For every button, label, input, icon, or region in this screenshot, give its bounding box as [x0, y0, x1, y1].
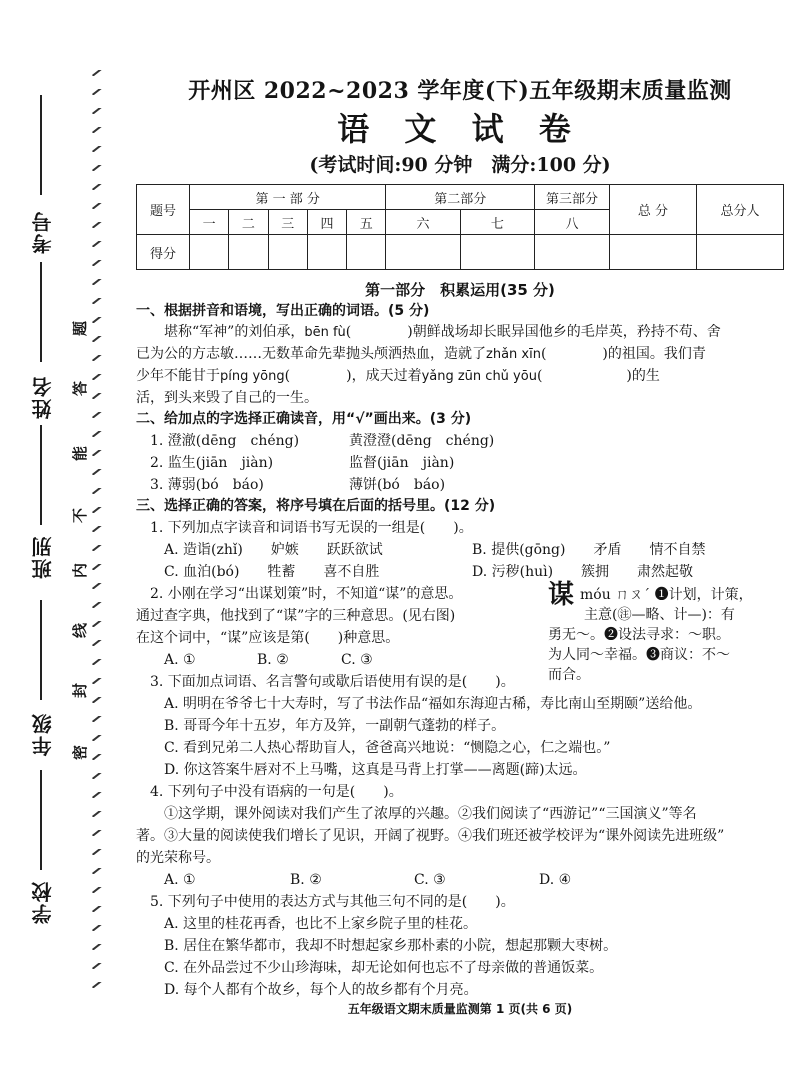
option[interactable]: A. 这里的桂花再香，也比不上家乡院子里的桂花。 [164, 916, 478, 932]
part-number-cell: 二 [229, 210, 268, 235]
hatch-stroke [92, 70, 126, 76]
q3-stem: 5. 下列句子中使用的表达方式与其他三句不同的是( )。 [150, 894, 515, 910]
seal-char: 封 [71, 682, 90, 699]
label-school: 学校 [31, 880, 55, 924]
hatch-stroke [92, 108, 126, 114]
grade-line[interactable] [40, 600, 42, 700]
score-cell[interactable] [535, 235, 610, 270]
seal-char: 能 [71, 445, 90, 462]
hatch-stroke [92, 317, 126, 323]
dict-line: 主意(㊟—略、计—)：有 [584, 607, 735, 623]
q1-text: ( )，成天过着 [284, 368, 422, 384]
q2-item[interactable]: 监督(jiān jiàn) [349, 455, 455, 471]
exam-meta: (考试时间:90 分钟 满分:100 分) [309, 154, 611, 176]
score-header-cell: 总分人 [697, 185, 784, 235]
school-line[interactable] [40, 770, 42, 870]
hatch-stroke [92, 735, 126, 741]
hatch-stroke [92, 773, 126, 779]
hatch-stroke [92, 697, 126, 703]
q3-stem: 在这个词中，“谋”应该是第( )种意思。 [136, 630, 400, 646]
hatch-stroke [92, 659, 126, 665]
q1-text: 堪称“军神”的刘伯承， [136, 324, 305, 340]
hatch-stroke [92, 279, 126, 285]
hatch-stroke [92, 146, 126, 152]
score-cell[interactable] [268, 235, 307, 270]
exam-title: 语 文 试 卷 [337, 110, 583, 148]
hatch-stroke [92, 526, 126, 532]
score-header-cell: 第 一 部 分 [190, 185, 386, 210]
option[interactable]: B. 哥哥今年十五岁，年方及笄，一副朝气蓬勃的样子。 [164, 718, 506, 734]
seal-char: 内 [71, 562, 90, 579]
q1-line: 活，到头来毁了自己的一生。 [136, 390, 318, 406]
q3-passage: 著。③大量的阅读使我们增长了见识，开阔了视野。④我们班还被学校评为“课外阅读先进班级” [136, 828, 725, 844]
score-cell[interactable] [386, 235, 460, 270]
score-header-cell: 第三部分 [535, 185, 610, 210]
seal-char: 题 [71, 320, 90, 337]
q3-passage: ①这学期，课外阅读对我们产生了浓厚的兴趣。②我们阅读了“西游记”“三国演义”等名 [136, 806, 697, 822]
q2-item[interactable]: 黄澄澄(dēng chéng) [349, 433, 495, 449]
pinyin: yǎng zūn chǔ yōu [421, 369, 537, 384]
hatch-stroke [92, 184, 126, 190]
score-table [136, 184, 784, 270]
option[interactable]: A. 明明在爷爷七十大寿时，写了书法作品“福如东海迎古稀，寿比南山至期颐”送给他。 [164, 696, 702, 712]
exam-header: 开州区 2022~2023 学年度(下)五年级期末质量监测 [188, 78, 732, 104]
score-row-label: 得分 [137, 235, 190, 270]
option[interactable]: C. 看到兄弟二人热心帮助盲人，爸爸高兴地说：“恻隐之心，仁之端也。” [164, 740, 611, 756]
hatch-stroke [92, 127, 126, 133]
option[interactable]: C. ③ [414, 872, 446, 888]
total-score-cell[interactable] [610, 235, 697, 270]
hatch-stroke [92, 355, 126, 361]
hatch-stroke [92, 963, 126, 969]
part-number-cell: 八 [535, 210, 610, 235]
binding-margin [0, 0, 125, 1065]
hatch-stroke [92, 944, 126, 950]
hatch-stroke [92, 165, 126, 171]
hatch-stroke [92, 336, 126, 342]
q3-stem: 通过查字典，他找到了“谋”字的三种意思。(见右图) [136, 608, 456, 624]
hatch-stroke [92, 412, 126, 418]
hatch-stroke [92, 507, 126, 513]
part-number-cell: 四 [307, 210, 346, 235]
hatch-stroke [92, 469, 126, 475]
class-line[interactable] [40, 425, 42, 525]
score-cell[interactable] [307, 235, 346, 270]
q3-stem: 2. 小刚在学习“出谋划策”时，不知道“谋”的意思。 [150, 586, 463, 602]
q1-line [136, 323, 721, 342]
option[interactable]: D. 你这答案牛唇对不上马嘴，这真是马背上打掌——离题(蹄)太远。 [164, 762, 587, 778]
hatch-stroke [92, 887, 126, 893]
q3-stem: 3. 下面加点词语、名言警句或歇后语使用有误的是( )。 [150, 674, 515, 690]
q2-item[interactable]: 1. 澄澈(dēng chéng) [150, 433, 300, 449]
part-number-cell: 六 [386, 210, 460, 235]
q1-text: ( )的生 [536, 368, 660, 384]
pinyin: píng yōng [220, 369, 285, 384]
seal-char: 密 [71, 744, 90, 761]
hatch-stroke [92, 640, 126, 646]
q2-item[interactable]: 3. 薄弱(bó báo) [150, 477, 264, 493]
score-cell[interactable] [347, 235, 386, 270]
q1-line [136, 345, 706, 364]
score-header-cell: 题号 [137, 185, 190, 235]
hatch-stroke [92, 583, 126, 589]
hatch-stroke [92, 89, 126, 95]
q2-item[interactable]: 2. 监生(jiān jiàn) [150, 455, 274, 471]
score-cell[interactable] [229, 235, 268, 270]
part-number-cell: 一 [190, 210, 229, 235]
hatch-stroke [92, 792, 126, 798]
hatch-stroke [92, 545, 126, 551]
hatch-stroke [92, 260, 126, 266]
dict-line: 而合。 [548, 667, 590, 683]
hatch-stroke [92, 298, 126, 304]
hatch-stroke [92, 564, 126, 570]
option[interactable]: D. ④ [539, 872, 572, 888]
hatch-stroke [92, 678, 126, 684]
dict-text: móu ㄇㄡˊ ❶计划，计策， [580, 587, 753, 603]
seal-char: 答 [71, 380, 90, 397]
option[interactable]: B. 提供(gōng) 矛盾 情不自禁 [472, 542, 706, 558]
label-class: 班别 [31, 535, 55, 579]
dict-headword: 谋 [548, 580, 575, 610]
q1-text: ( )朝鲜战场却长眠异国他乡的毛岸英，矜持不苟、舍 [345, 324, 721, 340]
hatch-stroke [92, 203, 126, 209]
q2-item[interactable]: 薄饼(bó báo) [349, 477, 446, 493]
option[interactable]: B. 居住在繁华都市，我却不时想起家乡那朴素的小院，想起那颗大枣树。 [164, 938, 618, 954]
hatch-stroke [92, 906, 126, 912]
hatch-stroke [92, 849, 126, 855]
seal-char: 线 [71, 622, 90, 639]
q1-title: 一、根据拼音和语境，写出正确的词语。(5 分) [136, 303, 430, 319]
hatch-stroke [92, 754, 126, 760]
page-footer: 五年级语文期末质量监测第 1 页(共 6 页) [347, 1002, 573, 1016]
q3-stem: 4. 下列句子中没有语病的一句是( )。 [150, 784, 403, 800]
score-header-cell: 第二部分 [386, 185, 535, 210]
exam-number-line[interactable] [40, 95, 42, 195]
hatch-stroke [92, 982, 126, 988]
hatch-stroke [92, 393, 126, 399]
option[interactable]: C. 在外品尝过不少山珍海味，却无论如何也忘不了母亲做的普通饭菜。 [164, 960, 604, 976]
option[interactable]: D. 每个人都有个故乡，每个人的故乡都有个月亮。 [164, 982, 478, 998]
q1-text: 少年不能甘于 [136, 368, 220, 384]
score-cell[interactable] [190, 235, 229, 270]
option[interactable]: C. 血泊(bó) 牲蓄 喜不自胜 [164, 564, 380, 580]
q1-line [136, 367, 660, 386]
hatch-stroke [92, 222, 126, 228]
section-heading: 第一部分 积累运用(35 分) [365, 281, 555, 299]
dict-line: 为人同～幸福。❸商议：不～ [548, 647, 730, 663]
hatch-stroke [92, 431, 126, 437]
q3-stem: 1. 下列加点字读音和词语书写无误的一组是( )。 [150, 520, 473, 536]
name-line[interactable] [40, 262, 42, 362]
hatch-stroke [92, 868, 126, 874]
part-number-cell: 七 [460, 210, 534, 235]
hatch-stroke [92, 241, 126, 247]
hatch-stroke [92, 602, 126, 608]
option[interactable]: A. ① [164, 652, 196, 668]
hatch-stroke [92, 830, 126, 836]
part-number-cell: 三 [268, 210, 307, 235]
label-grade: 年级 [31, 712, 55, 756]
score-cell[interactable] [460, 235, 534, 270]
score-header-cell: 总 分 [610, 185, 697, 235]
hatch-stroke [92, 450, 126, 456]
hatch-stroke [92, 374, 126, 380]
hatch-stroke [92, 811, 126, 817]
hatch-stroke [92, 621, 126, 627]
label-name: 姓名 [31, 375, 55, 419]
seal-char: 不 [71, 507, 90, 524]
hatch-stroke [92, 716, 126, 722]
hatch-stroke [92, 925, 126, 931]
pinyin: bēn fù [304, 325, 346, 340]
option[interactable]: C. ③ [341, 652, 373, 668]
option[interactable]: A. 造诣(zhǐ) 妒嫉 跃跃欲试 [164, 542, 383, 558]
option[interactable]: B. ② [290, 872, 322, 888]
q1-text: ( )的祖国。我们青 [540, 346, 706, 362]
option[interactable]: D. 污秽(huì) 簇拥 肃然起敬 [472, 564, 694, 580]
dictionary-entry [548, 580, 784, 685]
part-number-cell: 五 [347, 210, 386, 235]
dict-line: 勇无～。❷设法寻求：～职。 [548, 627, 730, 643]
q1-text: 已为公的方志敏……无数革命先辈抛头颅洒热血，造就了 [136, 346, 486, 362]
hatch-stroke [92, 488, 126, 494]
q3-title: 三、选择正确的答案，将序号填在后面的括号里。(12 分) [136, 498, 496, 514]
option[interactable]: B. ② [257, 652, 289, 668]
label-exam-number: 考号 [31, 210, 55, 254]
option[interactable]: A. ① [164, 872, 196, 888]
grader-cell[interactable] [697, 235, 784, 270]
q3-passage: 的光荣称号。 [136, 850, 220, 866]
pinyin: zhǎn xīn [486, 347, 541, 362]
dict-line [548, 580, 784, 610]
q2-title: 二、给加点的字选择正确读音，用“√”画出来。(3 分) [136, 411, 472, 427]
